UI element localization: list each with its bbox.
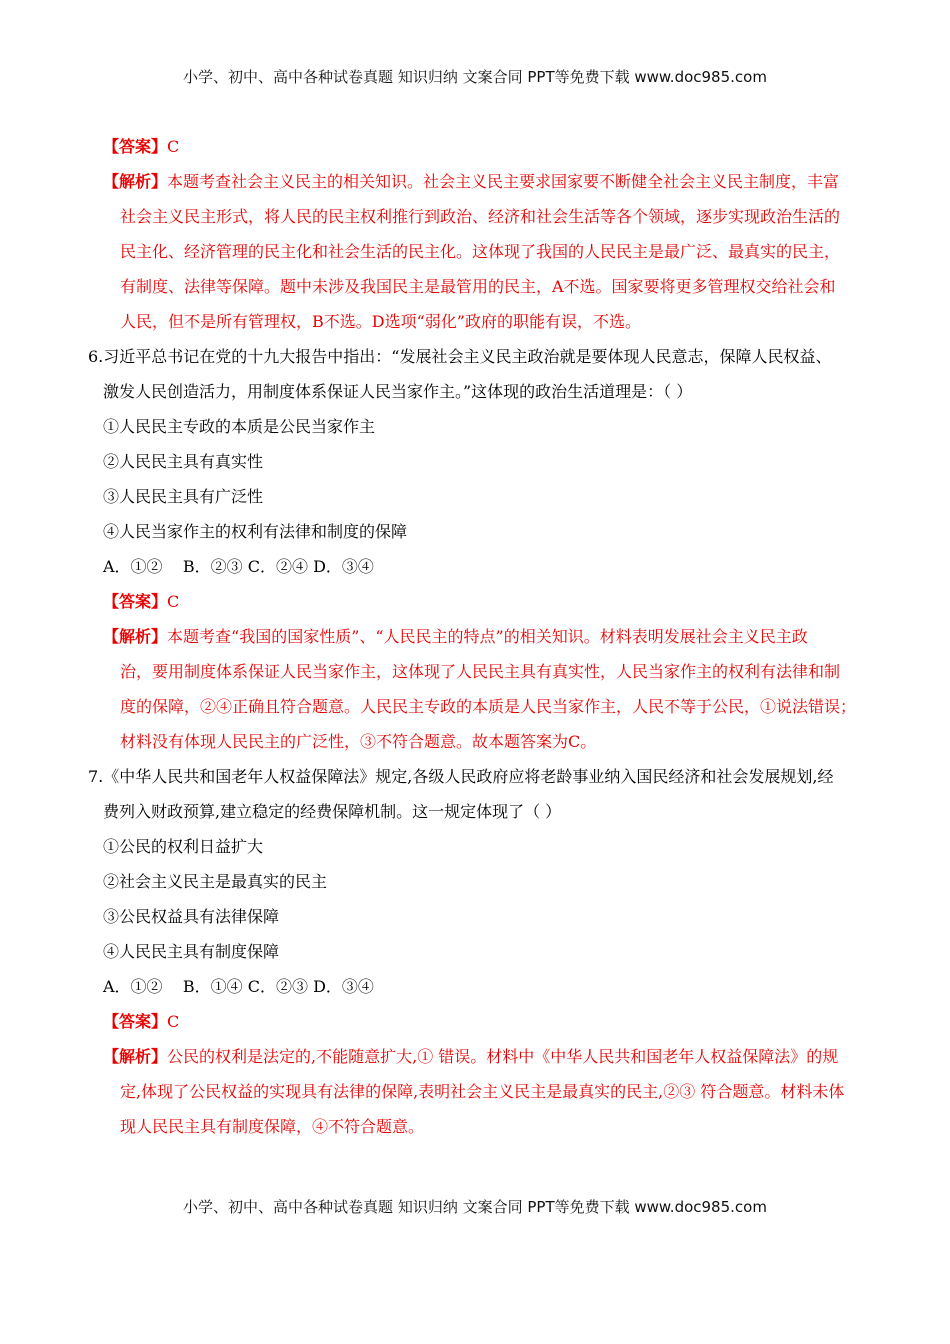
q6-stem-line: 6.习近平总书记在党的十九大报告中指出：“发展社会主义民主政治就是要体现人民意志，保障人民权益、 — [88, 347, 832, 366]
page-header: 小学、初中、高中各种试卷真题 知识归纳 文案合同 PPT等免费下载 www.doc985.com — [183, 68, 767, 86]
q5-analysis-line: 【解析】本题考查社会主义民主的相关知识。社会主义民主要求国家要不断健全社会主义民主制度，丰富 — [103, 172, 840, 191]
q6-analysis-line: 度的保障，②④正确且符合题意。人民民主专政的本质是人民当家作主，人民不等于公民，①说法错误； — [120, 697, 857, 716]
q7-analysis-line: 定,体现了公民权益的实现具有法律的保障,表明社会主义民主是最真实的民主,②③ 符合题意。材料未体 — [120, 1082, 845, 1101]
q6-choices: A．①② B．②③ C．②④ D．③④ — [103, 557, 374, 576]
q6-answer: 【答案】C — [103, 592, 180, 611]
q7-stem-line: 费列入财政预算,建立稳定的经费保障机制。这一规定体现了（ ） — [103, 802, 562, 821]
q6-analysis-line: 【解析】本题考查“我国的国家性质”、“人民民主的特点”的相关知识。材料表明发展社会主义民主政 — [103, 627, 808, 646]
q7-option: ②社会主义民主是最真实的民主 — [103, 872, 328, 891]
q6-option: ④人民当家作主的权利有法律和制度的保障 — [103, 522, 408, 541]
q5-analysis-line: 社会主义民主形式，将人民的民主权利推行到政治、经济和社会生活等各个领域，逐步实现政治生活的 — [120, 207, 841, 226]
q7-option: ④人民民主具有制度保障 — [103, 942, 280, 961]
q7-option: ③公民权益具有法律保障 — [103, 907, 280, 926]
q7-option: ①公民的权利日益扩大 — [103, 837, 264, 856]
q7-analysis-line: 现人民民主具有制度保障，④不符合题意。 — [120, 1117, 425, 1136]
q6-option: ①人民民主专政的本质是公民当家作主 — [103, 417, 376, 436]
q7-stem-line: 7.《中华人民共和国老年人权益保障法》规定,各级人民政府应将老龄事业纳入国民经济和社会发展规划,经 — [88, 767, 834, 786]
q7-choices: A．①② B．①④ C．②③ D．③④ — [103, 977, 374, 996]
q6-stem-line: 激发人民创造活力，用制度体系保证人民当家作主。”这体现的政治生活道理是：（ ） — [103, 382, 693, 401]
page-footer: 小学、初中、高中各种试卷真题 知识归纳 文案合同 PPT等免费下载 www.doc985.com — [183, 1198, 767, 1216]
q5-analysis-line: 民主化、经济管理的民主化和社会生活的民主化。这体现了我国的人民民主是最广泛、最真实的民主， — [120, 242, 841, 261]
q6-option: ③人民民主具有广泛性 — [103, 487, 264, 506]
q7-analysis-line: 【解析】公民的权利是法定的,不能随意扩大,① 错误。材料中《中华人民共和国老年人权益保障法》的规 — [103, 1047, 839, 1066]
q5-answer: 【答案】C — [103, 137, 180, 156]
q6-analysis-line: 治，要用制度体系保证人民当家作主，这体现了人民民主具有真实性，人民当家作主的权利有法律和制 — [120, 662, 841, 681]
q6-analysis-line: 材料没有体现人民民主的广泛性，③不符合题意。故本题答案为C。 — [120, 732, 597, 751]
document-body — [88, 134, 873, 1149]
q5-analysis-line: 有制度、法律等保障。题中未涉及我国民主是最管用的民主，A不选。国家要将更多管理权交给社会和 — [120, 277, 836, 296]
q6-option: ②人民民主具有真实性 — [103, 452, 264, 471]
q7-answer: 【答案】C — [103, 1012, 180, 1031]
q5-analysis-line: 人民，但不是所有管理权，B不选。D选项“弱化”政府的职能有误，不选。 — [120, 312, 641, 331]
